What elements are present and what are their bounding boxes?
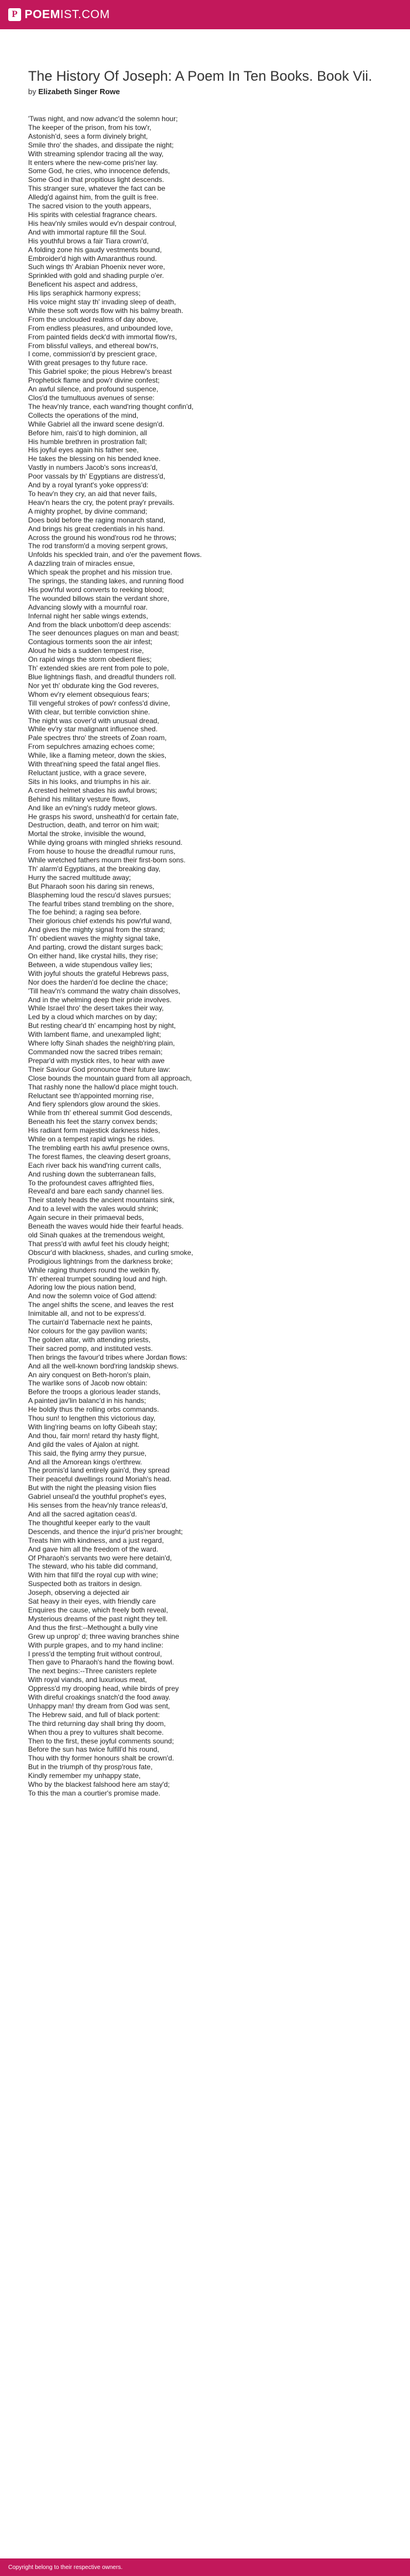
poem-line: And brings his great credentials in his hand.: [28, 524, 165, 533]
poem-line: Nor colours for the gay pavilion wants;: [28, 1326, 148, 1335]
poem-line: His joyful eyes again his father see,: [28, 446, 139, 455]
poem-line: With direful croakings snatch'd the food away.: [28, 1693, 170, 1702]
poem-line: Led by a cloud which marches on by day;: [28, 1013, 158, 1022]
poem-line: Beneath the waves would hide their fearful heads.: [28, 1222, 184, 1231]
poem-line: And rushing down the subterranean falls,: [28, 1170, 156, 1178]
poem-line: The forest flames, the cleaving desert groans,: [28, 1152, 171, 1161]
poem-line: The foe behind; a raging sea before.: [28, 908, 142, 917]
poem-line: Kindly remember my unhappy state,: [28, 1772, 141, 1780]
poem-line: And now the solemn voice of God attend:: [28, 1292, 157, 1301]
poem-line: The third returning day shall bring thy doom,: [28, 1719, 166, 1728]
poem-line: old Sinah quakes at the tremendous weight,: [28, 1231, 165, 1239]
poem-line: The curtain'd Tabernacle next he paints,: [28, 1318, 153, 1327]
poem-line: While from th' ethereal summit God descends,: [28, 1109, 172, 1117]
poem-line: Thou with thy former honours shalt be crown'd.: [28, 1754, 175, 1763]
poem-line: On either hand, like crystal hills, they rise;: [28, 952, 158, 960]
poem-line: His lips seraphick harmony express;: [28, 289, 141, 298]
poem-line: Does bold before the raging monarch stand,: [28, 515, 166, 524]
poem-line: And by a royal tyrant's yoke oppress'd:: [28, 481, 149, 490]
poem-line: The next begins:--Three canisters replete: [28, 1667, 157, 1676]
poem-line: Which speak the prophet and his mission true.: [28, 568, 173, 577]
site-header: [0, 0, 410, 29]
poem-line: The springs, the standing lakes, and running flood: [28, 577, 184, 586]
poem-line: Infernal night her sable wings extends,: [28, 611, 148, 620]
poem-line: His spirits with celestial fragrance chears.: [28, 210, 158, 219]
poem-line: With clear, but terrible conviction shine.: [28, 707, 151, 716]
poem-line: The Hebrew said, and full of black portent:: [28, 1710, 160, 1719]
poem-line: While dying groans with mingled shrieks resound.: [28, 838, 183, 847]
poem-line: Sprinkled with gold and shading purple o'er.: [28, 271, 164, 280]
poem-line: Smile thro' the shades, and dissipate the night;: [28, 140, 174, 149]
poem-line: With him that fill'd the royal cup with wine;: [28, 1571, 158, 1580]
poem-line: And gild the vales of Ajalon at night.: [28, 1440, 140, 1449]
byline: [28, 87, 382, 96]
poem-line: The warlike sons of Jacob now obtain:: [28, 1379, 148, 1388]
poem-line: With joyful shouts the grateful Hebrews pass,: [28, 969, 169, 978]
poem-line: Mysterious dreams of the past night they tell.: [28, 1614, 168, 1623]
copyright-text: Copyright belong to their respective owners.: [8, 2564, 123, 2571]
poem-line: Gabriel unseal'd the youthful prophet's eyes,: [28, 1492, 167, 1501]
poem-line: The sacred vision to the youth appears,: [28, 202, 152, 211]
poem-line: And gave him all the freedom of the ward.: [28, 1545, 159, 1553]
poem-line: Till vengeful strokes of pow'r confess'd divine,: [28, 699, 170, 707]
poem-line: That rashly none the hallow'd place might touch.: [28, 1082, 179, 1091]
poem-line: Th' obedient waves the mighty signal take,: [28, 934, 160, 943]
poem-line: Advancing slowly with a mournful roar.: [28, 603, 148, 611]
poem-line: Joseph, observing a dejected air: [28, 1588, 129, 1597]
poem-line: Prepar'd with mystick rites, to hear with awe: [28, 1056, 165, 1065]
poem-line: While raging thunders round the welkin fly,: [28, 1265, 160, 1274]
poem-line: Between, a wide stupendous valley lies;: [28, 960, 153, 969]
poem-line: Descends, and thence the injur'd pris'ner brought;: [28, 1527, 183, 1536]
poem-line: And with immortal rapture fill the Soul.: [28, 228, 147, 236]
poem-line: Adoring low the pious nation bend,: [28, 1283, 136, 1292]
poem-line: This said, the flying army they pursue,: [28, 1449, 147, 1457]
poem-line: Suspected both as traitors in design.: [28, 1580, 142, 1588]
poem-line: Nor does the harden'd foe decline the chace;: [28, 978, 168, 986]
poem-line: Reveal'd and bare each sandy channel lies.: [28, 1187, 164, 1196]
poem-line: And parting, crowd the distant surges back;: [28, 943, 163, 952]
poem-line: Poor vassals by th' Egyptians are distress'd,: [28, 472, 166, 481]
poem-line: Mortal the stroke, invisible the wound,: [28, 830, 146, 838]
poem-line: Their peaceful dwellings round Moriah's head.: [28, 1475, 172, 1484]
poem-line: Th' ethereal trumpet sounding loud and high.: [28, 1274, 168, 1283]
poem-line: Pale spectres thro' the streets of Zoan roam,: [28, 734, 167, 742]
poem-line: From endless pleasures, and unbounded love,: [28, 324, 173, 332]
poem-line: On rapid wings the storm obedient flies;: [28, 655, 152, 664]
poem-line: Enquires the cause, which freely both reveal,: [28, 1605, 168, 1614]
poem-line: Some God in that propitious light descends.: [28, 176, 165, 184]
poem-line: Vastly in numbers Jacob's sons increas'd,: [28, 463, 158, 472]
poem-line: Collects the operations of the mind,: [28, 411, 139, 419]
poem-line: His voice might stay th' invading sleep of death,: [28, 298, 176, 307]
poem-line: Prophetick flame and pow'r divine confest;: [28, 376, 160, 385]
poem-line: With streaming splendor tracing all the way,: [28, 149, 164, 158]
poem-line: This stranger sure, whatever the fact can be: [28, 184, 166, 193]
poem-line: Reluctant justice, with a grace severe,: [28, 768, 147, 777]
poem-line: To this the man a courtier's promise made.: [28, 1789, 160, 1797]
poem-line: From the unclouded realms of day above,: [28, 315, 158, 324]
poem-line: Prodigious lightnings from the darkness broke;: [28, 1257, 173, 1265]
poem-line: Blaspheming loud the rescu'd slaves pursues;: [28, 890, 171, 899]
poem-line: This Gabriel spoke; the pious Hebrew's breast: [28, 367, 172, 376]
poem-line: But with the night the pleasing vision flies: [28, 1484, 156, 1492]
poem-line: The steward, who his table did command,: [28, 1562, 158, 1571]
poem-line: Destruction, death, and terror on him wait;: [28, 821, 159, 830]
poem-line: Their Saviour God pronounce their future law:: [28, 1065, 170, 1074]
poem-line: Aloud he bids a sudden tempest rise,: [28, 646, 144, 655]
poem-line: That press'd with awful feet his cloudy height;: [28, 1239, 170, 1248]
poem-line: He boldly thus the rolling orbs commands.: [28, 1405, 159, 1414]
poem-line: Who by the blackest falshood here am stay'd;: [28, 1780, 170, 1789]
poem-line: Close bounds the mountain guard from all approach,: [28, 1074, 192, 1082]
poem-line: The rod transform'd a moving serpent grows,: [28, 542, 168, 551]
poem-line: And fiery splendors glow around the skies.: [28, 1100, 160, 1109]
poem-line: A painted jav'lin balanc'd in his hands;: [28, 1397, 146, 1405]
poem-line: Their glorious chief extends his pow'rful wand,: [28, 917, 172, 926]
poem-line: Clos'd the tumultuous avenues of sense:: [28, 394, 155, 402]
poem-line: With purple grapes, and to my hand incline:: [28, 1640, 163, 1649]
poem-line: From blissful valleys, and ethereal bow'rs,: [28, 341, 159, 350]
poem-line: And thou, fair morn! retard thy hasty flight,: [28, 1431, 159, 1440]
poem-line: The promis'd land entirely gain'd, they spread: [28, 1466, 170, 1475]
poem-line: Then gave to Pharaoh's hand the flowing bowl.: [28, 1658, 175, 1667]
poem-line: Th' extended skies are rent from pole to pole,: [28, 664, 169, 673]
poem-line: Contagious torments soon the air infest;: [28, 638, 153, 646]
poem-line: The heav'nly trance, each wand'ring thought confin'd,: [28, 402, 194, 411]
poem-line: With lambent flame, and unexampled light;: [28, 1030, 161, 1039]
poem-line: While Israel thro' the desert takes their way,: [28, 1004, 164, 1013]
poem-line: With great presages to thy future race.: [28, 359, 148, 367]
poem-line: Then brings the favour'd tribes where Jordan flows:: [28, 1353, 187, 1361]
poem-line: The trembling earth his awful presence owns,: [28, 1143, 170, 1152]
poem-line: 'Twas night, and now advanc'd the solemn hour;: [28, 115, 178, 123]
poem-line: Grew up unprop' d; three waving branches shine: [28, 1632, 179, 1640]
poem-line: Sits in his looks, and triumphs in his air.: [28, 777, 151, 786]
poem-line: Of Pharaoh's servants two were here detain'd,: [28, 1553, 172, 1562]
poem-line: Unfolds his speckled train, and o'er the pavement flows.: [28, 551, 202, 559]
poem-line: But resting chear'd th' encamping host by night,: [28, 1022, 176, 1030]
main-content: [0, 68, 410, 1798]
logo-text-main: POEM: [25, 8, 60, 21]
poem-line: Thou sun! to lengthen this victorious day,: [28, 1414, 156, 1423]
logo-mark-icon: P: [8, 8, 21, 21]
poem-line: His youthful brows a fair Tiara crown'd,: [28, 236, 149, 245]
poem-line: Obscur'd with blackness, shades, and curling smoke,: [28, 1248, 193, 1257]
poem-line: Beneath his feet the starry convex bends;: [28, 1117, 158, 1126]
poem-line: Their sacred pomp, and instituted vests.: [28, 1344, 153, 1353]
poem-line: And all the Amorean kings o'erthrew.: [28, 1457, 142, 1466]
poem-line: While these soft words flow with his balmy breath.: [28, 306, 183, 315]
poem-line: Heav'n hears the cry, the potent pray'r prevails.: [28, 498, 175, 507]
poem-line: To the profoundest caves affrighted flies,: [28, 1178, 155, 1187]
poem-line: An airy conquest on Beth-horon's plain,: [28, 1370, 151, 1379]
poem-line: Sat heavy in their eyes, with friendly care: [28, 1597, 156, 1606]
poem-line: Whom ev'ry element obsequious fears;: [28, 690, 150, 699]
poem-line: Nor yet th' obdurate king the God reveres,: [28, 681, 159, 690]
poem-line: An awful silence, and profound suspence,: [28, 385, 159, 394]
poem-line: Before the sun has twice fulfill'd his round,: [28, 1745, 159, 1754]
poem-line: When thou a prey to vultures shalt become.: [28, 1728, 164, 1736]
poem-line: While Gabriel all the inward scene design'd.: [28, 419, 165, 428]
poem-body: [28, 115, 382, 1798]
poem-line: A mighty prophet, by divine command;: [28, 507, 148, 515]
poem-line: Beneficent his aspect and address,: [28, 280, 138, 289]
poem-line: Embroider'd high with Amaranthus round.: [28, 254, 157, 263]
poem-line: He takes the blessing on his bended knee.: [28, 455, 161, 463]
poem-line: Unhappy man! thy dream from God was sent,: [28, 1701, 170, 1710]
poem-line: His humble brethren in prostration fall;: [28, 437, 147, 446]
poem-line: The night was cover'd with unusual dread,: [28, 716, 159, 725]
poem-line: I come, commission'd by prescient grace,: [28, 350, 157, 359]
poem-line: While wretched fathers mourn their first-born sons.: [28, 856, 186, 865]
poem-line: His pow'rful word converts to reeking blood;: [28, 585, 164, 594]
poem-line: Reluctant see th'appointed morning rise,: [28, 1091, 154, 1100]
poem-line: While ev'ry star malignant influence shed.: [28, 725, 158, 734]
poem-line: Again secure in their primaeval beds,: [28, 1213, 144, 1222]
poem-line: Before the troops a glorious leader stands,: [28, 1388, 161, 1397]
poem-line: And thus the first:--Methought a bully vine: [28, 1623, 158, 1632]
poem-line: Some God, he cries, who innocence defends,: [28, 167, 170, 176]
poem-line: And like an ev'ning's ruddy meteor glows.: [28, 803, 158, 812]
poem-line: Their stately heads the ancient mountains sink,: [28, 1196, 175, 1205]
poem-line: The thoughtful keeper early to the vault: [28, 1518, 151, 1527]
poem-line: Each river back his wand'ring current calls,: [28, 1161, 162, 1170]
poem-line: From sepulchres amazing echoes come;: [28, 742, 155, 751]
poem-line: The fearful tribes stand trembling on the shore,: [28, 899, 174, 908]
poem-line: He grasps his sword, unsheath'd for certain fate,: [28, 812, 179, 821]
poem-line: Blue lightnings flash, and dreadful thunders roll.: [28, 673, 176, 681]
poem-line: The golden altar, with attending priests,: [28, 1335, 151, 1344]
poem-line: With royal viands, and luxurious meat,: [28, 1676, 147, 1684]
poem-title: The History Of Joseph: A Poem In Ten Books. Book Vii.: [28, 68, 373, 84]
poem-line: Alledg'd against him, from the guilt is free.: [28, 193, 159, 202]
poem-line: And to a level with the vales would shrink;: [28, 1205, 159, 1213]
poem-line: His radiant form majestick darkness hides,: [28, 1126, 160, 1135]
poem-line: From painted fields deck'd with immortal flow'rs,: [28, 332, 177, 341]
site-logo[interactable]: [8, 8, 110, 22]
by-label: by: [28, 87, 36, 96]
poem-line: With threat'ning speed the fatal angel flies.: [28, 760, 160, 769]
poem-line: While on a tempest rapid wings he rides.: [28, 1135, 155, 1144]
poem-line: With ling'ring beams on lofty Gibeah stay;: [28, 1422, 158, 1431]
author-link[interactable]: Elizabeth Singer Rowe: [38, 87, 120, 96]
poem-line: While, like a flaming meteor, down the skies,: [28, 751, 167, 760]
poem-line: His heav'nly smiles would ev'n despair controul,: [28, 219, 177, 228]
poem-line: A folding zone his gaudy vestments bound,: [28, 245, 162, 254]
poem-line: Th' alarm'd Egyptians, at the breaking day,: [28, 864, 160, 873]
logo-text: [25, 8, 110, 22]
poem-line: And from the black unbottom'd deep ascends:: [28, 620, 171, 629]
poem-line: Where lofty Sinah shades the neighb'ring plain,: [28, 1039, 175, 1048]
poem-line: Before him, rais'd to high dominion, all: [28, 428, 148, 437]
poem-line: Hurry the sacred multitude away;: [28, 873, 131, 882]
poem-line: The keeper of the prison, from his tow'r,: [28, 123, 152, 132]
poem-line: A crested helmet shades his awful brows;: [28, 786, 158, 795]
poem-line: I press'd the tempting fruit without controul,: [28, 1649, 162, 1658]
poem-line: Such wings th' Arabian Phoenix never wore,: [28, 263, 165, 271]
poem-line: And gives the mighty signal from the strand;: [28, 926, 165, 934]
poem-line: And in the whelming deep their pride involves.: [28, 995, 172, 1004]
poem-line: From house to house the dreadful rumour runs,: [28, 847, 176, 856]
logo-text-rest: IST.COM: [60, 8, 110, 21]
poem-line: The angel shifts the scene, and leaves the rest: [28, 1301, 174, 1309]
poem-line: Across the ground his wond'rous rod he throws;: [28, 533, 177, 542]
poem-line: Astonish'd, sees a form divinely bright,: [28, 132, 148, 140]
poem-line: His senses from the heav'nly trance releas'd,: [28, 1501, 168, 1510]
poem-line: The seer denounces plagues on man and beast;: [28, 629, 179, 638]
poem-line: And all the sacred agitation ceas'd.: [28, 1510, 137, 1518]
poem-line: 'Till heav'n's command the watry chain dissolves,: [28, 986, 180, 995]
poem-line: And all the well-known bord'ring landskip shews.: [28, 1361, 179, 1370]
poem-line: To heav'n they cry, an aid that never fails,: [28, 489, 157, 498]
poem-line: The wounded billows stain the verdant shore,: [28, 594, 169, 603]
poem-line: Commanded now the sacred tribes remain;: [28, 1047, 163, 1056]
site-footer: [0, 2558, 410, 2576]
poem-line: But Pharaoh soon his daring sin renews,: [28, 882, 155, 890]
poem-line: But in the triumph of thy prosp'rous fate,: [28, 1763, 153, 1772]
poem-line: Treats him with kindness, and a just regard,: [28, 1536, 164, 1545]
poem-line: Inimitable all, and not to be express'd.: [28, 1309, 146, 1318]
poem-line: Oppress'd my drooping head, while birds of prey: [28, 1684, 179, 1693]
poem-line: A dazzling train of miracles ensue,: [28, 559, 135, 568]
poem-line: Then to the first, these joyful comments sound;: [28, 1736, 174, 1745]
poem-line: Behind his military vesture flows,: [28, 795, 131, 803]
poem-line: It enters where the new-come pris'ner lay.: [28, 158, 158, 167]
